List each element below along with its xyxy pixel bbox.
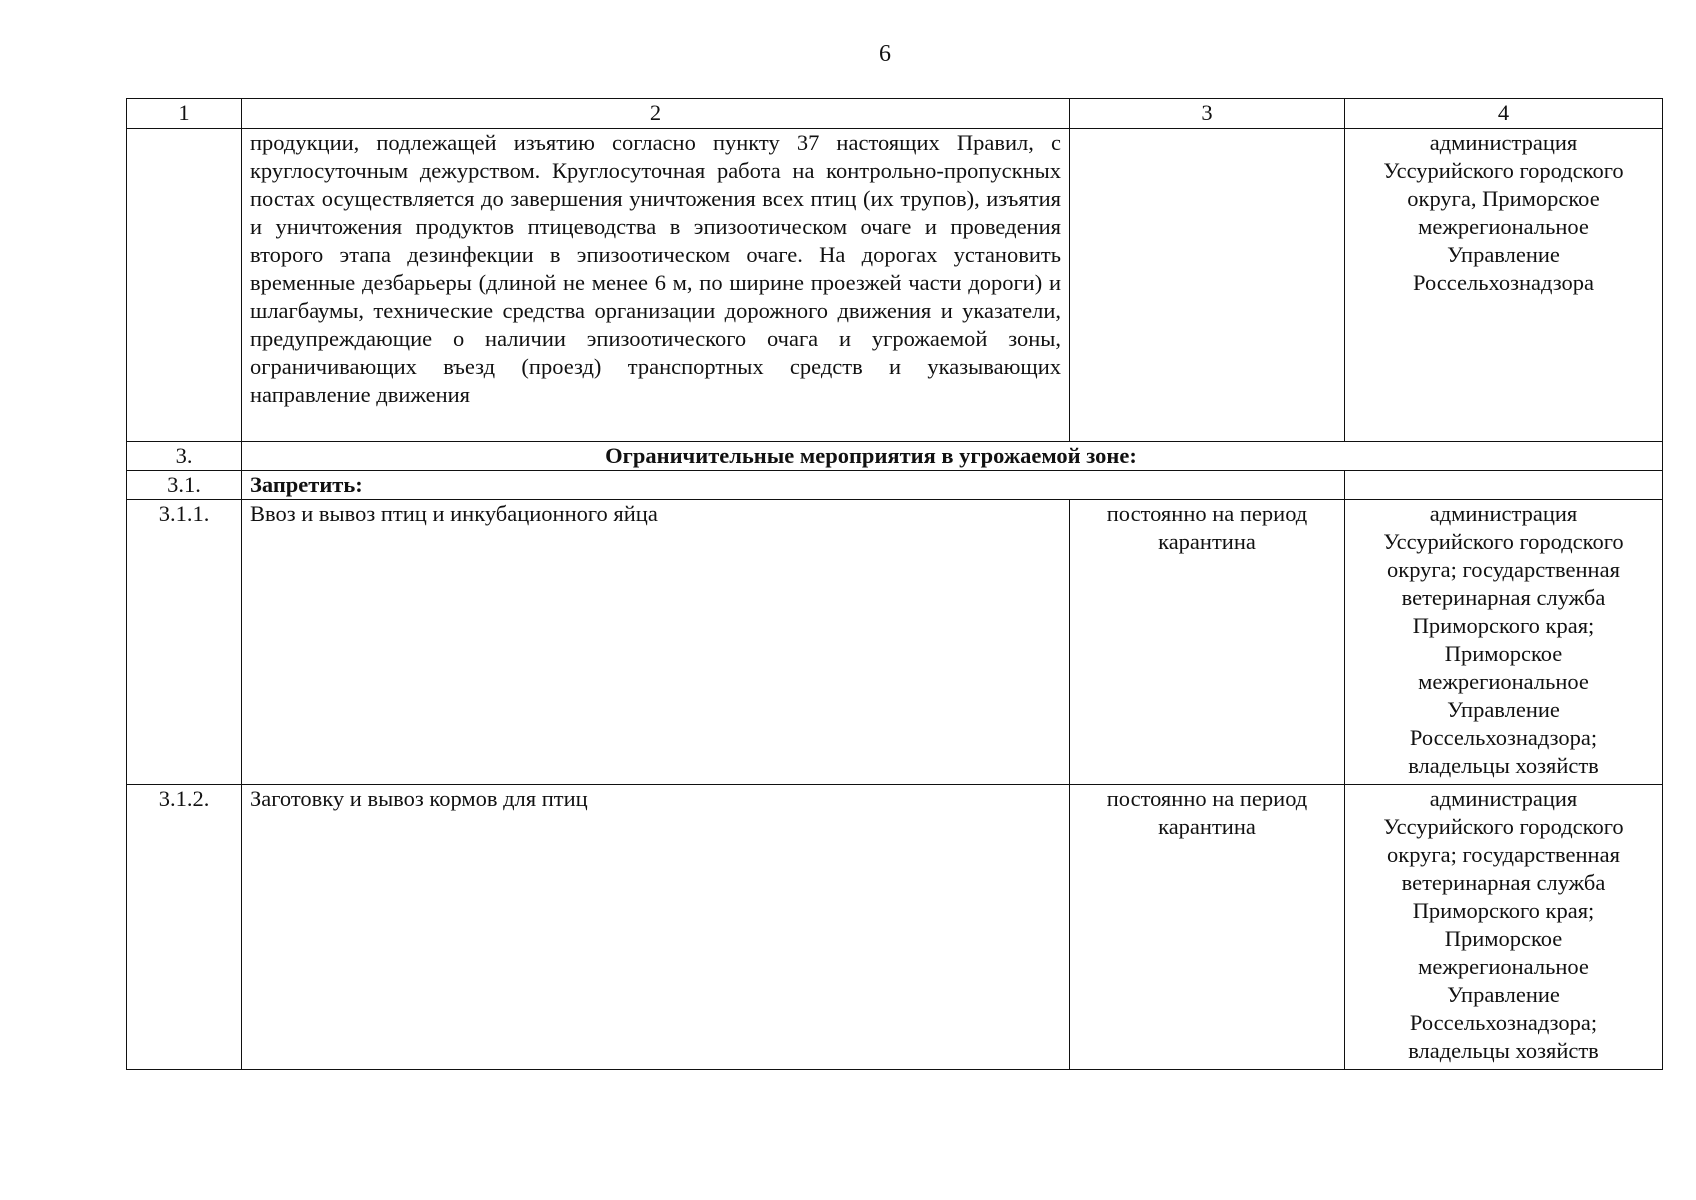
responsible-line: владельцы хозяйств bbox=[1408, 1038, 1599, 1063]
table-header-row bbox=[127, 99, 1663, 129]
responsible-line: администрация bbox=[1429, 130, 1578, 155]
responsible-line: ветеринарная служба bbox=[1401, 870, 1606, 895]
section-number: 3. bbox=[127, 442, 242, 471]
responsible-line: владельцы хозяйств bbox=[1408, 753, 1599, 778]
responsible-line: округа; государственная bbox=[1387, 557, 1620, 582]
responsible-line: Россельхознадзора; bbox=[1409, 1010, 1598, 1035]
responsible-line: Приморского края; bbox=[1412, 898, 1595, 923]
row-number bbox=[127, 129, 242, 442]
term-cell bbox=[1070, 785, 1345, 1070]
responsible-line: администрация bbox=[1429, 786, 1578, 811]
responsible-line: Приморское bbox=[1444, 641, 1563, 666]
subsection-number: 3.1. bbox=[127, 471, 242, 500]
term-line: постоянно на период bbox=[1106, 501, 1308, 526]
measure-text: Заготовку и вывоз кормов для птиц bbox=[242, 785, 1070, 1070]
section-row bbox=[127, 442, 1663, 471]
table-row bbox=[127, 129, 1663, 442]
empty-cell bbox=[1345, 471, 1663, 500]
responsible-cell bbox=[1345, 785, 1663, 1070]
term-cell bbox=[1070, 500, 1345, 785]
term-line: карантина bbox=[1158, 529, 1256, 554]
responsible-line: межрегиональное bbox=[1418, 669, 1589, 694]
measure-text: Ввоз и вывоз птиц и инкубационного яйца bbox=[242, 500, 1070, 785]
measure-text: продукции, подлежащей изъятию согласно пункту 37 настоящих Правил, с круглосуточным дежурством. Круглосуточная работа на контрольно-пропускных постах осуществляется до завершения уничтожения всех птиц (их трупов), изъятия и уничтожения продуктов птицеводства в эпизоотическом очаге и проведения второго этапа дезинфекции в эпизоотическом очаге. На дорогах установить временные дезбарьеры (длиной не менее 6 м, по ширине проезжей части дороги) и шлагбаумы, технические средства организации дорожного движения и указатели, предупреждающие о наличии эпизоотического очага и угрожаемой зоны, ограничивающих въезд (проезд) транспортных средств и указывающих направление движения bbox=[242, 129, 1070, 442]
responsible-line: ветеринарная служба bbox=[1401, 585, 1606, 610]
responsible-line: Управление bbox=[1447, 242, 1560, 267]
term-cell bbox=[1070, 129, 1345, 442]
table-row bbox=[127, 500, 1663, 785]
column-header: 3 bbox=[1070, 99, 1345, 129]
responsible-cell bbox=[1345, 500, 1663, 785]
responsible-line: округа, Приморское bbox=[1407, 186, 1600, 211]
page-number: 6 bbox=[879, 41, 891, 67]
responsible-line: Приморского края; bbox=[1412, 613, 1595, 638]
responsible-line: Уссурийского городского bbox=[1383, 529, 1624, 554]
responsible-line: Уссурийского городского bbox=[1383, 158, 1624, 183]
responsible-line: Россельхознадзора bbox=[1412, 270, 1594, 295]
measures-table bbox=[126, 98, 1663, 1070]
responsible-line: округа; государственная bbox=[1387, 842, 1620, 867]
responsible-line: Россельхознадзора; bbox=[1409, 725, 1598, 750]
table-row bbox=[127, 785, 1663, 1070]
term-line: постоянно на период bbox=[1106, 786, 1308, 811]
responsible-line: администрация bbox=[1429, 501, 1578, 526]
responsible-line: межрегиональное bbox=[1418, 954, 1589, 979]
subsection-row bbox=[127, 471, 1663, 500]
subsection-title: Запретить: bbox=[242, 471, 1345, 500]
responsible-line: Уссурийского городского bbox=[1383, 814, 1624, 839]
responsible-line: Управление bbox=[1447, 697, 1560, 722]
responsible-line: Управление bbox=[1447, 982, 1560, 1007]
column-header: 4 bbox=[1345, 99, 1663, 129]
column-header: 2 bbox=[242, 99, 1070, 129]
term-line: карантина bbox=[1158, 814, 1256, 839]
responsible-line: Приморское bbox=[1444, 926, 1563, 951]
section-title: Ограничительные мероприятия в угрожаемой зоне: bbox=[242, 442, 1663, 471]
row-number: 3.1.1. bbox=[127, 500, 242, 785]
row-number: 3.1.2. bbox=[127, 785, 242, 1070]
responsible-line: межрегиональное bbox=[1418, 214, 1589, 239]
column-header: 1 bbox=[127, 99, 242, 129]
responsible-cell bbox=[1345, 129, 1663, 442]
